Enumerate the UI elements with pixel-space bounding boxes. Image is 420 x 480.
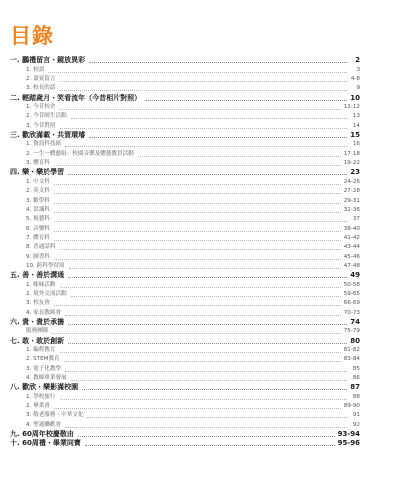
toc-entry-label: 5. 視藝科 — [26, 216, 50, 223]
dotted-leader — [54, 231, 341, 232]
toc-entry-label: 1. 校訓 — [26, 66, 45, 73]
toc-page-number: 9 — [356, 85, 360, 92]
toc-section-row[interactable] — [10, 168, 360, 177]
toc-page-number: 24-26 — [343, 178, 360, 185]
toc-entry-label: 1. 學校旅行 — [26, 393, 56, 400]
toc-page-number: 37 — [352, 216, 360, 223]
dotted-leader — [64, 361, 341, 362]
toc-page-number: 95-96 — [337, 439, 360, 448]
toc-section-row[interactable] — [10, 271, 360, 280]
toc-entry-label: 二. 輕踏歲月・笑看流年（今昔相片對照） — [10, 93, 142, 102]
dotted-leader — [54, 165, 341, 166]
toc-subentry-row[interactable] — [10, 308, 360, 317]
toc-entry-label: 6. 音樂科 — [26, 225, 50, 232]
dotted-leader — [71, 118, 347, 119]
dotted-leader — [71, 296, 341, 297]
toc-page-number: 50-58 — [343, 281, 360, 288]
toc-entry-label: 1. 中文科 — [26, 178, 50, 185]
toc-section-row[interactable] — [10, 56, 360, 65]
toc-page-number: 11-12 — [343, 104, 360, 111]
toc-subentry-row[interactable] — [10, 75, 360, 84]
toc-subentry-row[interactable] — [10, 346, 360, 355]
toc-entry-label: 3. 今昔對照 — [26, 122, 56, 129]
toc-entry-label: 9. 圖書科 — [26, 253, 50, 260]
toc-entry-label: 4. 教師專業發展 — [26, 375, 67, 382]
toc-entry-label: 六. 貴・貴於承擔 — [10, 317, 65, 326]
toc-entry-label: 4. 聖誕聯歡會 — [26, 421, 62, 428]
dotted-leader — [60, 287, 341, 288]
dotted-leader — [68, 277, 347, 278]
toc-page-number: 75-79 — [343, 328, 360, 335]
toc-page-number: 38-40 — [343, 225, 360, 232]
toc-entry-label: 10. 跨科學習周 — [26, 262, 65, 269]
toc-page-number: 80 — [350, 336, 360, 345]
toc-page-number: 91 — [352, 412, 360, 419]
dotted-leader — [54, 259, 341, 260]
toc-subentry-row[interactable] — [10, 243, 360, 252]
toc-section-row[interactable] — [10, 383, 360, 392]
dotted-leader — [89, 137, 347, 138]
toc-entry-label: 3. 校友會 — [26, 300, 50, 307]
dotted-leader — [60, 128, 348, 129]
toc-entry-label: 2. 一生一體藝組：校園音樂及體藝教員活動 — [26, 150, 134, 157]
dotted-leader — [85, 445, 335, 446]
toc-subentry-row[interactable] — [10, 177, 360, 186]
dotted-leader — [60, 90, 348, 91]
toc-entry-label: 七. 敢・敢於創新 — [10, 336, 65, 345]
toc-page-number: 81-82 — [343, 347, 360, 353]
toc-page-number: 88 — [352, 393, 360, 400]
toc-entry-label: 2. 境外交流活動 — [26, 290, 67, 297]
dotted-leader — [145, 100, 347, 101]
toc-subentry-row[interactable] — [10, 206, 360, 215]
toc-page-number: 4-8 — [350, 76, 360, 83]
dotted-leader — [87, 417, 347, 418]
toc-subentry-row[interactable] — [10, 280, 360, 289]
toc-subentry-row[interactable] — [10, 149, 360, 158]
toc-entry-label: 服務團隊 — [26, 328, 49, 335]
dotted-leader — [68, 174, 347, 175]
dotted-leader — [65, 146, 347, 147]
dotted-leader — [54, 193, 341, 194]
toc-page-number: 83-84 — [343, 356, 360, 363]
dotted-leader — [52, 333, 340, 334]
toc-subentry-row[interactable] — [10, 355, 360, 364]
toc-subentry-row[interactable] — [10, 327, 360, 336]
toc-page-number: 70-73 — [343, 309, 360, 316]
toc-page-number: 23 — [350, 168, 360, 177]
toc-page-number: 45-46 — [343, 253, 360, 260]
toc-entry-label: 7. 體育科 — [26, 234, 50, 241]
toc-entry-label: 1. 姊妹活動 — [26, 281, 56, 288]
toc-entry-label: 4. 常識科 — [26, 206, 50, 213]
toc-subentry-row[interactable] — [10, 112, 360, 121]
dotted-leader — [48, 72, 347, 73]
toc-entry-label: 九. 60周年校慶敬由 — [10, 430, 74, 439]
toc-subentry-row[interactable] — [10, 234, 360, 243]
dotted-leader — [78, 436, 335, 437]
toc-subentry-row[interactable] — [10, 215, 360, 224]
toc-entry-label: 2. 今昔師生活動 — [26, 113, 67, 120]
toc-page-number: 14 — [352, 122, 360, 129]
toc-entry-label: 1. 今昔校舍 — [26, 104, 56, 111]
toc-page-number: 17-18 — [343, 150, 360, 157]
dotted-leader — [54, 184, 341, 185]
dotted-leader — [54, 240, 341, 241]
toc-subentry-row[interactable] — [10, 65, 360, 74]
toc-section-row[interactable] — [10, 318, 360, 327]
dotted-leader — [68, 343, 347, 344]
toc-entry-label: 3. 校長的話 — [26, 85, 56, 92]
toc-entry-label: 2. 英文科 — [26, 188, 50, 195]
toc-page-number: 15 — [350, 131, 360, 140]
dotted-leader — [69, 268, 341, 269]
toc-page-number: 86 — [352, 375, 360, 382]
toc-page-number: 29-31 — [343, 197, 360, 204]
toc-entry-label: 3. 電子化教學 — [26, 365, 62, 372]
toc-page-number: 19-22 — [343, 160, 360, 167]
toc-page-number: 32-36 — [343, 206, 360, 213]
toc-page-number: 89-90 — [343, 403, 360, 410]
toc-entry-label: 2. 畢業會 — [26, 403, 50, 410]
dotted-leader — [60, 399, 348, 400]
toc-entry-label: 2. 嘉賓留言 — [26, 76, 56, 83]
dotted-leader — [60, 81, 348, 82]
toc-section-row[interactable] — [10, 430, 360, 439]
toc-page-number: 43-44 — [343, 244, 360, 251]
toc-page-number: 59-65 — [343, 290, 360, 297]
toc-subentry-row[interactable] — [10, 262, 360, 271]
toc-subentry-row[interactable] — [10, 140, 360, 149]
toc-subentry-row[interactable] — [10, 402, 360, 411]
toc-subentry-row[interactable] — [10, 364, 360, 373]
toc-page-number: 74 — [350, 317, 360, 326]
toc-entry-label: 五. 善・善於溝通 — [10, 271, 65, 280]
dotted-leader — [60, 249, 341, 250]
dotted-leader — [60, 352, 341, 353]
toc-subentry-row[interactable] — [10, 224, 360, 233]
toc-entry-label: 4. 家長教師會 — [26, 309, 62, 316]
toc-subentry-row[interactable] — [10, 159, 360, 168]
toc-page-number: 49 — [350, 271, 360, 280]
dotted-leader — [54, 408, 341, 409]
toc-page-number: 87 — [350, 383, 360, 392]
dotted-leader — [71, 380, 347, 381]
toc-entry-label: 三. 歡欣滿載・共賀環璿 — [10, 131, 86, 140]
toc-entry-label: 四. 樂・樂於學習 — [10, 168, 65, 177]
toc-page-number: 93-94 — [337, 430, 360, 439]
toc-page-number: 3 — [356, 66, 360, 73]
toc-page-number: 10 — [350, 93, 360, 102]
toc-page-number: 27-28 — [343, 188, 360, 195]
toc-page-number: 66-69 — [343, 300, 360, 307]
toc-page-number: 16 — [352, 141, 360, 148]
toc-page-number: 41-42 — [343, 234, 360, 241]
toc-page-number: 2 — [355, 56, 360, 65]
toc-subentry-row[interactable] — [10, 187, 360, 196]
dotted-leader — [54, 221, 347, 222]
dotted-leader — [65, 371, 347, 372]
toc-entry-label: 1. 編程教育 — [26, 347, 56, 353]
toc-entry-label: 3. 數學科 — [26, 197, 50, 204]
toc-section-row[interactable] — [10, 439, 360, 448]
toc-entry-label: 8. 普通話科 — [26, 244, 56, 251]
toc-page-number: 47-48 — [343, 262, 360, 269]
dotted-leader — [82, 389, 347, 390]
toc-subentry-row[interactable] — [10, 392, 360, 401]
toc-subentry-row[interactable] — [10, 84, 360, 93]
dotted-leader — [54, 212, 341, 213]
table-of-contents — [10, 56, 360, 448]
toc-subentry-row[interactable] — [10, 196, 360, 205]
toc-subentry-row[interactable] — [10, 103, 360, 112]
toc-subentry-row[interactable] — [10, 299, 360, 308]
toc-section-row[interactable] — [10, 93, 360, 102]
dotted-leader — [89, 62, 347, 63]
toc-entry-label: 3. 敬老服務・中華文化 — [26, 412, 84, 419]
dotted-leader — [54, 305, 341, 306]
dotted-leader — [65, 315, 341, 316]
toc-page-number: 13 — [352, 113, 360, 120]
dotted-leader — [68, 324, 347, 325]
toc-subentry-row[interactable] — [10, 420, 360, 429]
toc-subentry-row[interactable] — [10, 374, 360, 383]
toc-page-number: 92 — [352, 421, 360, 428]
toc-entry-label: 八. 歡欣・樂影滿校園 — [10, 383, 79, 392]
dotted-leader — [54, 203, 341, 204]
dotted-leader — [65, 427, 347, 428]
toc-entry-label: 3. 體育科 — [26, 160, 50, 167]
dotted-leader — [60, 109, 341, 110]
toc-entry-label: 2. STEM教育 — [26, 356, 60, 363]
toc-entry-label: 一. 鵬禮留言・鏡放異彩 — [10, 56, 86, 65]
toc-subentry-row[interactable] — [10, 121, 360, 130]
toc-subentry-row[interactable] — [10, 411, 360, 420]
toc-entry-label: 1. 資訊科技組 — [26, 141, 62, 148]
toc-section-row[interactable] — [10, 336, 360, 345]
page-title: 目錄 — [10, 24, 54, 48]
dotted-leader — [138, 156, 341, 157]
toc-section-row[interactable] — [10, 131, 360, 140]
toc-subentry-row[interactable] — [10, 252, 360, 261]
toc-entry-label: 十. 60周禮・畢業同寶 — [10, 439, 81, 448]
toc-page-number: 85 — [352, 365, 360, 372]
toc-subentry-row[interactable] — [10, 290, 360, 299]
